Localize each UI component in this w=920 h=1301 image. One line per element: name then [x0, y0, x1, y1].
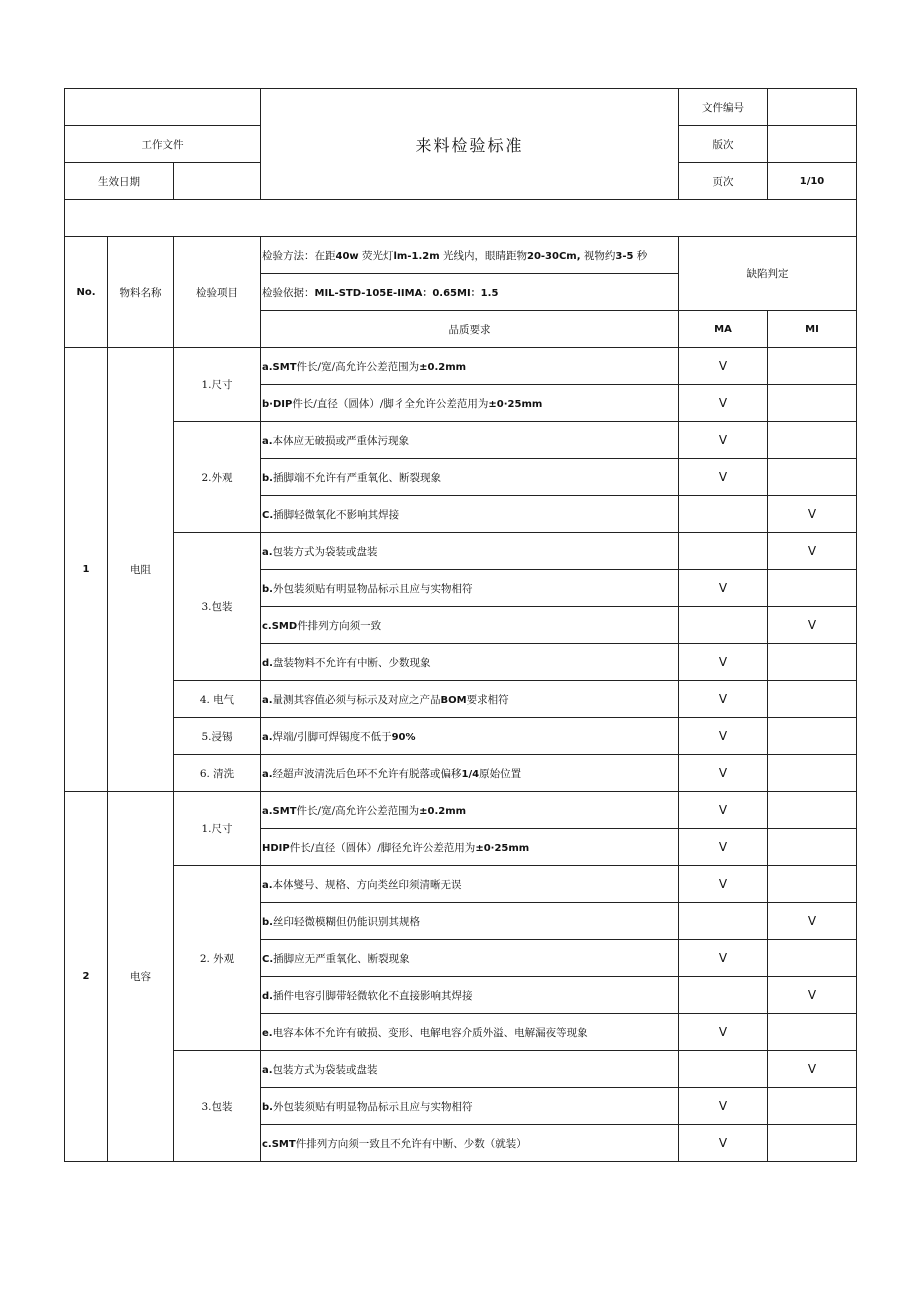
quality-requirement	[261, 607, 679, 644]
requirement-text: 件长/直径（圆体）/脚彳全允许公差范用为	[292, 397, 489, 410]
requirement-text: 外包装须贴有明显物品标示且应与实物相符	[272, 582, 473, 595]
inspection-item: 1.尺寸	[174, 348, 261, 422]
quality-requirement	[261, 422, 679, 459]
requirement-text-tail: 要求相符	[466, 693, 509, 706]
mi-check-cell	[768, 792, 857, 829]
requirement-marker: C.	[262, 953, 274, 965]
version-value	[768, 126, 857, 163]
requirement-value: ±0.2mm	[419, 805, 467, 817]
ma-check-cell: V	[679, 1125, 768, 1162]
requirement-marker: a.	[262, 731, 273, 743]
ma-check-cell: V	[679, 644, 768, 681]
requirement-marker: b·DIP	[262, 398, 293, 410]
requirement-marker: d.	[262, 657, 273, 669]
ma-check-cell: V	[679, 829, 768, 866]
quality-requirement	[261, 459, 679, 496]
requirement-text-tail: 原始位置	[479, 767, 522, 780]
quality-requirement	[261, 644, 679, 681]
requirement-text: 电容本体不允许有破损、变形、电解电容介质外溢、电解漏夜等现象	[272, 1026, 588, 1039]
requirement-marker: b.	[262, 916, 273, 928]
material-no: 1	[65, 348, 108, 792]
material-no: 2	[65, 792, 108, 1162]
requirement-row	[65, 718, 857, 755]
requirement-text: 量测其容值必须与标示及对应之产品	[272, 693, 441, 706]
quality-requirement	[261, 829, 679, 866]
inspection-item: 2.外观	[174, 422, 261, 533]
quality-requirement	[261, 385, 679, 422]
inspection-basis: 检验依据：MIL-STD-105E-IIMA：0.65MI：1.5	[261, 274, 679, 311]
requirement-text: 丝印轻微模糊但仍能识别其规格	[272, 915, 420, 928]
requirement-marker: d.	[262, 990, 273, 1002]
inspection-item: 2. 外观	[174, 866, 261, 1051]
requirement-marker: e.	[262, 1027, 273, 1039]
mi-column-header: MI	[768, 311, 857, 348]
quality-requirement	[261, 1088, 679, 1125]
requirement-marker: c.SMD	[262, 620, 298, 632]
requirement-text: 插脚轻微氧化不影响其焊接	[273, 508, 400, 521]
requirement-row	[65, 866, 857, 903]
requirement-value: 1/4	[461, 768, 480, 780]
effective-date-value	[174, 163, 261, 200]
ma-check-cell	[679, 903, 768, 940]
ma-check-cell: V	[679, 681, 768, 718]
mi-check-cell	[768, 866, 857, 903]
quality-requirement	[261, 977, 679, 1014]
requirement-row	[65, 755, 857, 792]
requirement-marker: b.	[262, 1101, 273, 1113]
ma-check-cell: V	[679, 718, 768, 755]
requirement-row	[65, 681, 857, 718]
requirement-row	[65, 533, 857, 570]
ma-check-cell: V	[679, 348, 768, 385]
requirement-marker: b.	[262, 472, 273, 484]
doc-number-label: 文件编号	[679, 89, 768, 126]
ma-check-cell: V	[679, 755, 768, 792]
header-blank-cell	[65, 89, 261, 126]
quality-requirement	[261, 681, 679, 718]
mi-check-cell	[768, 644, 857, 681]
ma-check-cell: V	[679, 866, 768, 903]
quality-requirement	[261, 866, 679, 903]
version-label: 版次	[679, 126, 768, 163]
mi-check-cell: V	[768, 607, 857, 644]
quality-requirement	[261, 718, 679, 755]
mi-check-cell	[768, 1125, 857, 1162]
requirement-value: BOM	[440, 694, 467, 706]
mi-check-cell	[768, 1014, 857, 1051]
requirement-marker: a.	[262, 694, 273, 706]
requirement-text: 插件电容引脚带轻微软化不直接影响其焊接	[272, 989, 473, 1002]
requirement-text: 件长/宽/高允许公差范围为	[296, 360, 420, 373]
requirement-marker: a.	[262, 546, 273, 558]
requirement-marker: a.	[262, 768, 273, 780]
quality-requirement	[261, 533, 679, 570]
requirement-text: 插脚端不允许有严重氧化、断裂现象	[272, 471, 441, 484]
quality-requirement-header: 品质要求	[261, 311, 679, 348]
quality-requirement	[261, 755, 679, 792]
ma-check-cell: V	[679, 459, 768, 496]
requirement-marker: a.	[262, 1064, 273, 1076]
page-label: 页次	[679, 163, 768, 200]
inspection-item: 3.包装	[174, 1051, 261, 1162]
material-name: 电容	[108, 792, 174, 1162]
ma-check-cell	[679, 1051, 768, 1088]
requirement-text: 焊端/引脚可焊锡度不低于	[272, 730, 392, 743]
requirement-row	[65, 1051, 857, 1088]
ma-check-cell	[679, 533, 768, 570]
quality-requirement	[261, 903, 679, 940]
ma-check-cell	[679, 496, 768, 533]
mi-check-cell: V	[768, 903, 857, 940]
requirement-text: 外包装须贴有明显物品标示且应与实物相符	[272, 1100, 473, 1113]
requirement-text: 件排列方向须一致	[297, 619, 382, 632]
inspection-item: 3.包装	[174, 533, 261, 681]
material-name: 电阻	[108, 348, 174, 792]
requirement-text: 本体燮号、规格、方向类丝印须清晰无误	[272, 878, 462, 891]
ma-check-cell	[679, 607, 768, 644]
mi-check-cell	[768, 755, 857, 792]
doc-number-value	[768, 89, 857, 126]
requirement-text: 经超声波清洗后色环不允许有脱落或偏移	[272, 767, 462, 780]
ma-check-cell	[679, 977, 768, 1014]
mi-check-cell: V	[768, 533, 857, 570]
ma-check-cell: V	[679, 422, 768, 459]
quality-requirement	[261, 1051, 679, 1088]
mi-check-cell	[768, 385, 857, 422]
mi-check-cell	[768, 829, 857, 866]
ma-column-header: MA	[679, 311, 768, 348]
requirement-marker: c.SMT	[262, 1138, 296, 1150]
requirement-marker: a.SMT	[262, 361, 297, 373]
blank-separator-row	[65, 200, 857, 237]
mi-check-cell	[768, 1088, 857, 1125]
quality-requirement	[261, 496, 679, 533]
inspection-item: 4. 电气	[174, 681, 261, 718]
requirement-value: 90%	[391, 731, 416, 743]
requirement-marker: HDIP	[262, 842, 290, 854]
mi-check-cell	[768, 570, 857, 607]
requirement-marker: b.	[262, 583, 273, 595]
ma-check-cell: V	[679, 1014, 768, 1051]
requirement-text: 包装方式为袋装或盘装	[272, 1063, 378, 1076]
column-no-header: No.	[65, 237, 108, 348]
requirement-marker: a.	[262, 879, 273, 891]
requirement-text: 盘装物料不允许有中断、少数现象	[272, 656, 431, 669]
quality-requirement	[261, 570, 679, 607]
inspection-method: 检验方法：在距40w 荧光灯lm-1.2m 光线内，眼睛距物20-30Cm, 视物约3-5 秒	[261, 237, 679, 274]
mi-check-cell: V	[768, 496, 857, 533]
column-inspection-item-header: 检验项目	[174, 237, 261, 348]
mi-check-cell	[768, 459, 857, 496]
requirement-row	[65, 348, 857, 385]
inspection-item: 6. 清洗	[174, 755, 261, 792]
requirement-text: 本体应无破损或严重体污现象	[272, 434, 410, 447]
requirement-text: 件长/宽/高允许公差范围为	[296, 804, 420, 817]
requirement-value: ±0.2mm	[419, 361, 467, 373]
requirement-value: ±0·25mm	[488, 398, 543, 410]
inspection-item: 5.浸锡	[174, 718, 261, 755]
mi-check-cell: V	[768, 977, 857, 1014]
requirement-row	[65, 422, 857, 459]
inspection-item: 1.尺寸	[174, 792, 261, 866]
requirement-marker: a.SMT	[262, 805, 297, 817]
quality-requirement	[261, 1014, 679, 1051]
requirement-marker: C.	[262, 509, 274, 521]
requirement-text: 件排列方向须一致且不允许有中断、少数（就装）	[295, 1137, 527, 1150]
ma-check-cell: V	[679, 940, 768, 977]
inspection-standard-table	[64, 88, 857, 1162]
document-title: 来料检验标准	[261, 89, 679, 200]
requirement-text: 插脚应无严重氧化、断裂现象	[273, 952, 410, 965]
ma-check-cell: V	[679, 570, 768, 607]
quality-requirement	[261, 348, 679, 385]
requirement-row	[65, 792, 857, 829]
requirement-marker: a.	[262, 435, 273, 447]
mi-check-cell	[768, 681, 857, 718]
ma-check-cell: V	[679, 385, 768, 422]
requirement-text: 包装方式为袋装或盘装	[272, 545, 378, 558]
requirement-value: ±0·25mm	[475, 842, 530, 854]
quality-requirement	[261, 940, 679, 977]
quality-requirement	[261, 1125, 679, 1162]
ma-check-cell: V	[679, 792, 768, 829]
doc-type-label: 工作文件	[65, 126, 261, 163]
effective-date-label: 生效日期	[65, 163, 174, 200]
page-number: 1/10	[768, 163, 857, 200]
mi-check-cell	[768, 422, 857, 459]
defect-judgement-header: 缺陷判定	[679, 237, 857, 311]
mi-check-cell	[768, 718, 857, 755]
requirement-text: 件长/直径（圆体）/脚径允许公差范用为	[289, 841, 476, 854]
ma-check-cell: V	[679, 1088, 768, 1125]
mi-check-cell: V	[768, 1051, 857, 1088]
mi-check-cell	[768, 348, 857, 385]
quality-requirement	[261, 792, 679, 829]
mi-check-cell	[768, 940, 857, 977]
column-material-name-header: 物料名称	[108, 237, 174, 348]
